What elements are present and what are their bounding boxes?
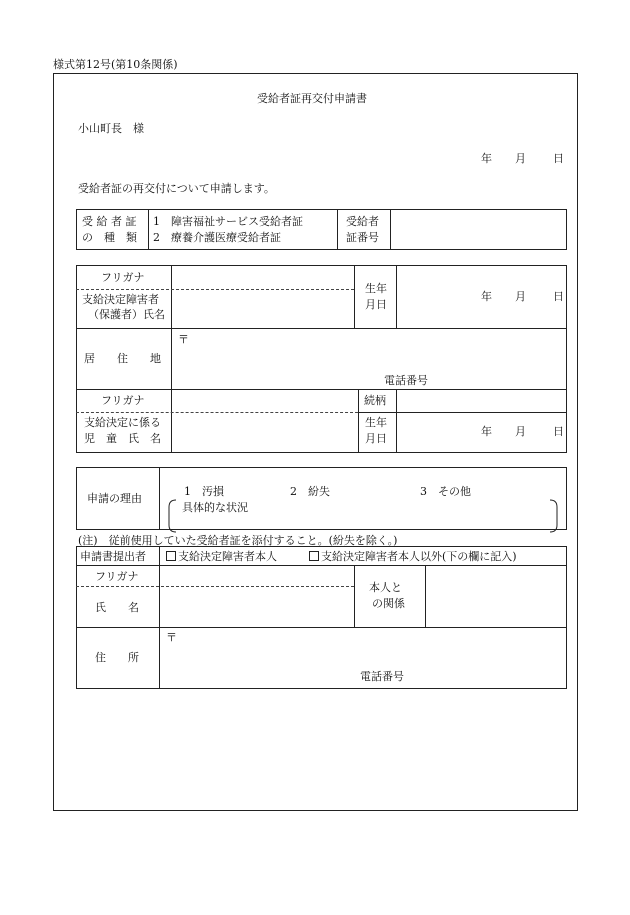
child-birth-label-line2: 月日: [365, 432, 387, 445]
applicant-name-label-line2: （保護者）氏名: [88, 308, 165, 321]
date-day-label: 日: [553, 152, 564, 165]
submitter-postal-mark: 〒: [166, 631, 177, 644]
number-label-line2: 証番号: [346, 231, 379, 244]
reason-label: 申請の理由: [87, 492, 142, 505]
addressee: 小山町長 様: [78, 122, 144, 135]
relation-input[interactable]: [398, 391, 565, 410]
child-birth-month[interactable]: 月: [515, 425, 526, 438]
kind-option-2[interactable]: 2 療養介護医療受給者証: [153, 231, 281, 244]
submitter-relation-label-line2: の関係: [372, 597, 405, 610]
kind-label-line2: の 種 類: [82, 231, 137, 244]
residence-address-input[interactable]: [190, 332, 560, 372]
submitter-relation-label-line1: 本人と: [369, 581, 402, 594]
number-label-line1: 受給者: [346, 215, 379, 228]
applicant-birth-year[interactable]: 年: [481, 290, 492, 303]
relation-label: 続柄: [364, 394, 386, 407]
applicant-name-input[interactable]: [173, 291, 352, 326]
form-title: 受給者証再交付申請書: [257, 92, 367, 105]
submitter-name-label: 氏 名: [95, 601, 139, 614]
kind-label-line1: 受 給 者 証: [82, 215, 137, 228]
child-birth-label-line1: 生年: [365, 416, 387, 429]
checkbox-other-label: 支給決定障害者本人以外(下の欄に記入): [321, 550, 517, 563]
applicant-birth-month[interactable]: 月: [515, 290, 526, 303]
date-month-label: 月: [515, 152, 526, 165]
child-name-label-line2: 児 童 氏 名: [84, 432, 161, 445]
reason-option-damage[interactable]: 1 汚損: [184, 485, 224, 498]
submitter-address-label: 住 所: [95, 651, 139, 664]
checkbox-other[interactable]: [309, 551, 319, 561]
submitter-relation-input[interactable]: [427, 567, 565, 625]
reason-detail-label: 具体的な状況: [182, 501, 248, 514]
applicant-furigana-label: フリガナ: [101, 271, 145, 284]
applicant-furigana-input[interactable]: [173, 267, 352, 288]
reason-option-other[interactable]: 3 その他: [420, 485, 471, 498]
applicant-birth-day[interactable]: 日: [553, 290, 564, 303]
submitter-name-input[interactable]: [161, 588, 352, 625]
applicant-birth-label-line1: 生年: [365, 282, 387, 295]
child-birth-year[interactable]: 年: [481, 425, 492, 438]
date-year-label: 年: [481, 152, 492, 165]
reason-detail-input[interactable]: [172, 515, 552, 529]
submitter-other-option[interactable]: [309, 551, 517, 562]
intro-text: 受給者証の再交付について申請します。: [78, 182, 275, 195]
submitter-address-input[interactable]: [178, 630, 558, 668]
attachment-note: (注) 従前使用していた受給者証を添付すること。(紛失を除く。): [78, 534, 398, 547]
child-name-label-line1: 支給決定に係る: [84, 416, 161, 429]
submitter-self-option[interactable]: [166, 551, 277, 562]
applicant-birth-label-line2: 月日: [365, 298, 387, 311]
submitter-furigana-label: フリガナ: [95, 570, 139, 583]
child-name-input[interactable]: [173, 414, 356, 451]
child-furigana-label: フリガナ: [101, 394, 145, 407]
applicant-name-label-line1: 支給決定障害者: [82, 293, 159, 306]
form-number: 様式第12号(第10条関係): [53, 58, 178, 71]
residence-label: 居 住 地: [84, 352, 161, 365]
residence-phone-label: 電話番号: [384, 374, 428, 387]
child-birth-day[interactable]: 日: [553, 425, 564, 438]
checkbox-self-label: 支給決定障害者本人: [178, 550, 277, 563]
reason-option-lost[interactable]: 2 紛失: [290, 485, 330, 498]
submitter-phone-label: 電話番号: [360, 670, 404, 683]
checkbox-self[interactable]: [166, 551, 176, 561]
residence-postal-mark: 〒: [178, 333, 189, 346]
certificate-number-field[interactable]: [392, 211, 565, 248]
submitter-furigana-input[interactable]: [161, 567, 352, 585]
submitter-label: 申請書提出者: [80, 550, 146, 563]
kind-option-1[interactable]: 1 障害福祉サービス受給者証: [153, 215, 303, 228]
